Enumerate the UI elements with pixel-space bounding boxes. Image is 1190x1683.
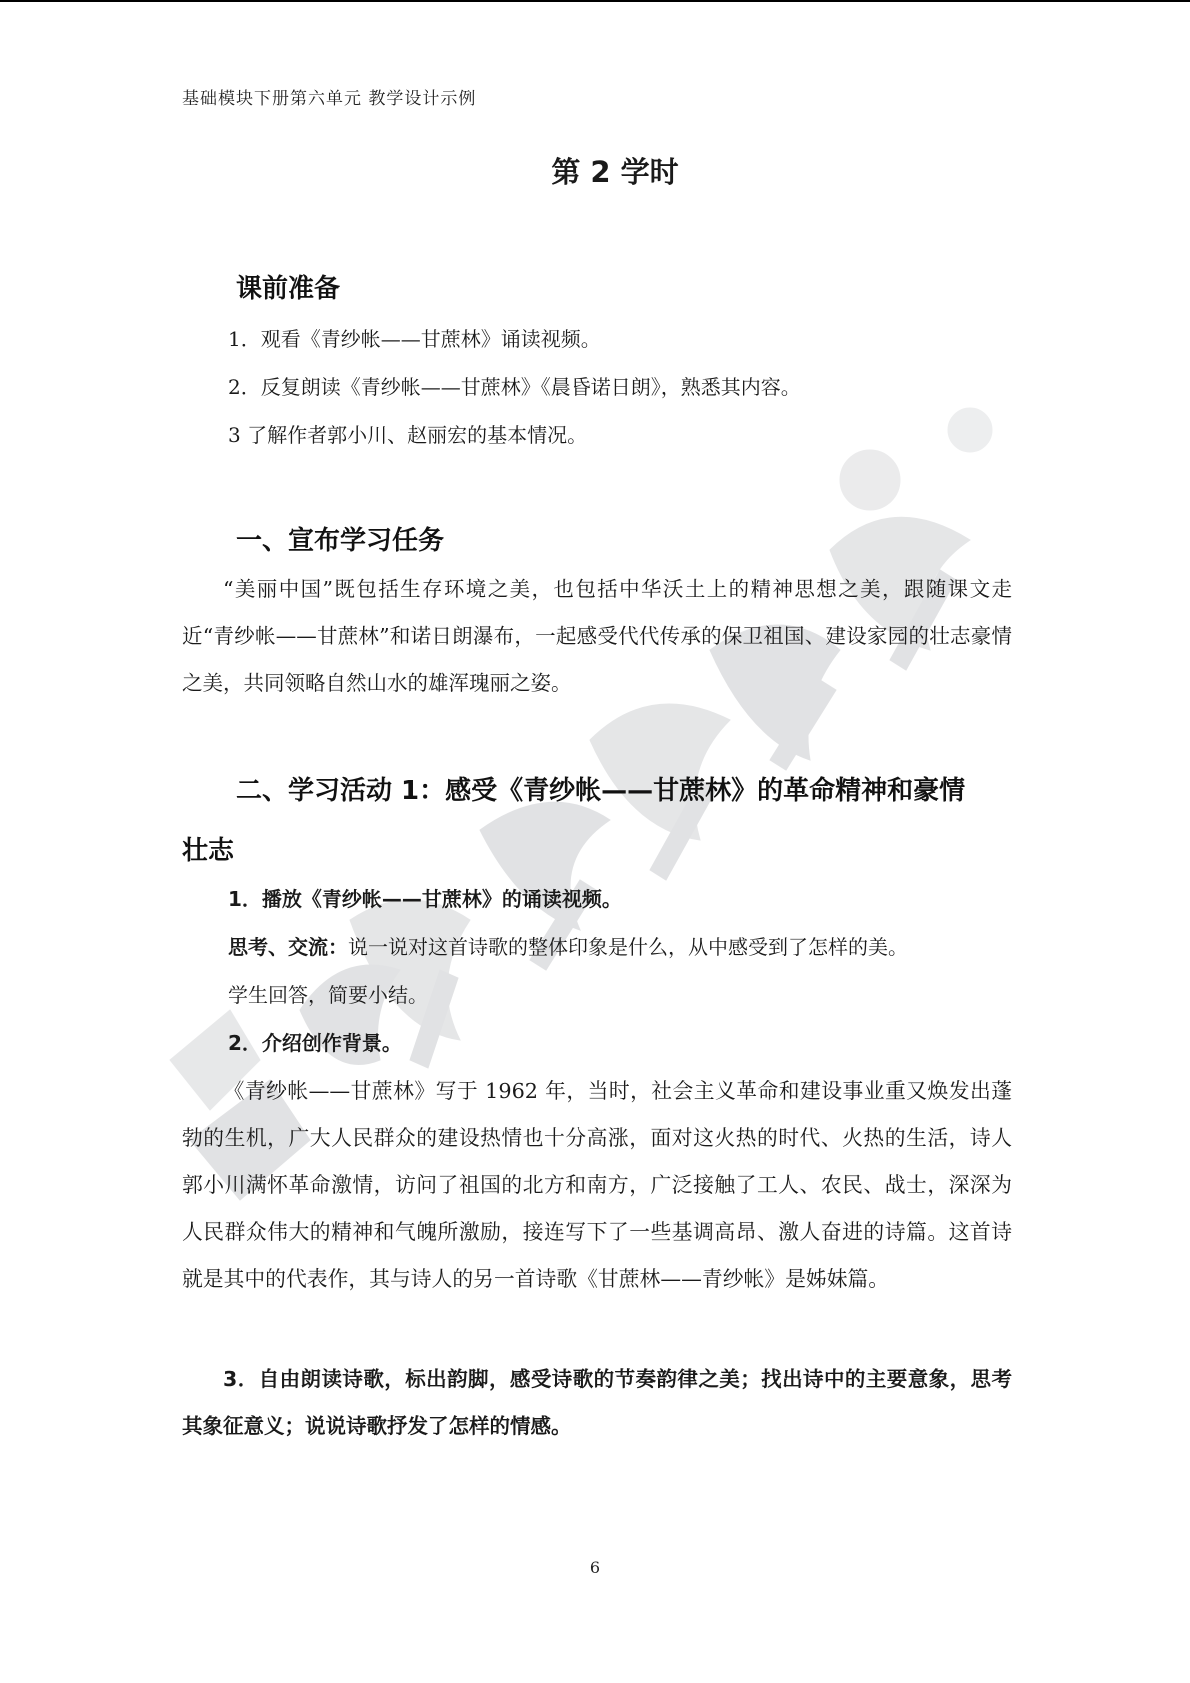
step-3: 3．自由朗读诗歌，标出韵脚，感受诗歌的节奏韵律之美；找出诗中的主要意象，思考其象征意义；说说诗歌抒发了怎样的情感。: [182, 1367, 1012, 1438]
section1-paragraph: “美丽中国”既包括生存环境之美，也包括中华沃土上的精神思想之美，跟随课文走近“青纱帐——甘蔗林”和诺日朗瀑布，一起感受代代传承的保卫祖国、建设家园的壮志豪情之美，共同领略自然山水的雄浑瑰丽之姿。: [182, 577, 1012, 695]
think-label: 思考、交流：: [228, 935, 348, 959]
page-number: 6: [589, 1558, 601, 1577]
step-1: 1．播放《青纱帐——甘蔗林》的诵读视频。: [228, 887, 622, 911]
running-header: 基础模块下册第六单元 教学设计示例: [182, 89, 477, 109]
think-exchange: [228, 924, 908, 971]
prep-heading: 课前准备: [236, 274, 341, 304]
page-title: 第 2 学时: [551, 155, 679, 189]
prep-item-3: 3 了解作者郭小川、赵丽宏的基本情况。: [228, 423, 588, 447]
think-text: 说一说对这首诗歌的整体印象是什么，从中感受到了怎样的美。: [348, 935, 908, 959]
section2-heading-line2: 壮志: [182, 836, 235, 866]
student-answer: 学生回答，简要小结。: [228, 983, 428, 1007]
top-rule: [0, 0, 1190, 2]
step-2: 2．介绍创作背景。: [228, 1031, 402, 1055]
prep-item-2: 2．反复朗读《青纱帐——甘蔗林》《晨昏诺日朗》，熟悉其内容。: [228, 375, 801, 399]
section2-heading-line1: 二、学习活动 1：感受《青纱帐——甘蔗林》的革命精神和豪情: [236, 776, 966, 806]
prep-item-1: 1．观看《青纱帐——甘蔗林》诵读视频。: [228, 327, 601, 351]
background-paragraph: 《青纱帐——甘蔗林》写于 1962 年，当时，社会主义革命和建设事业重又焕发出蓬勃的生机，广大人民群众的建设热情也十分高涨，面对这火热的时代、火热的生活，诗人郭小川满怀革命激情，访问了祖国的北方和南方，广泛接触了工人、农民、战士，深深为人民群众伟大的精神和气魄所激励，接连写下了一些基调高昂、激人奋进的诗篇。这首诗就是其中的代表作，其与诗人的另一首诗歌《甘蔗林——青纱帐》是姊妹篇。: [182, 1079, 1012, 1291]
section1-heading: 一、宣布学习任务: [236, 526, 445, 556]
